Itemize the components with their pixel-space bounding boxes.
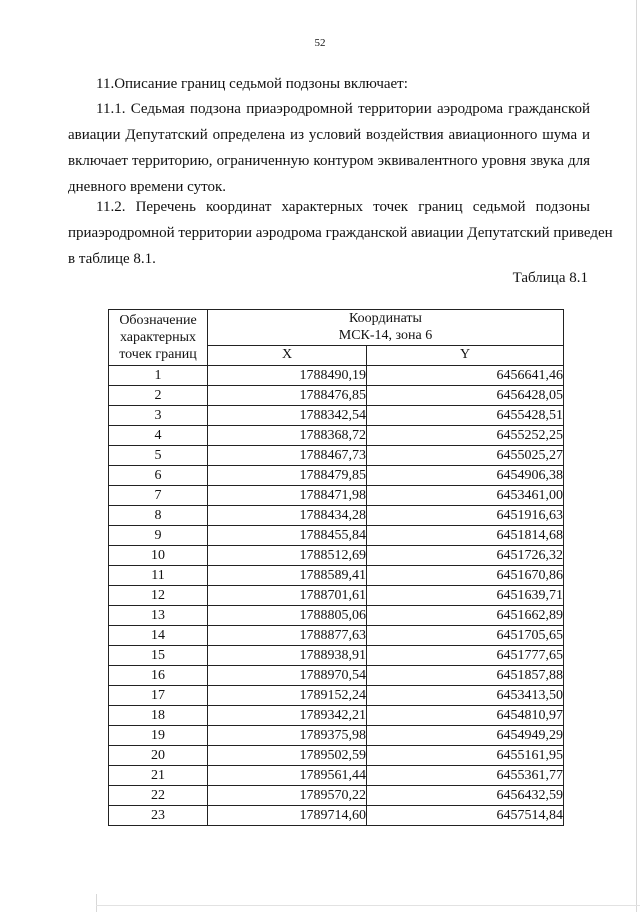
header-y: Y (367, 345, 564, 365)
y-coordinate-cell: 6455161,95 (367, 746, 564, 766)
table-row (109, 666, 564, 686)
paragraph-line: включает территорию, ограниченную контуром эквивалентного уровня звука для (68, 153, 590, 169)
table-row (109, 766, 564, 786)
x-coordinate-cell: 1788479,85 (208, 466, 367, 486)
x-coordinate-cell: 1788455,84 (208, 526, 367, 546)
y-coordinate-cell: 6456432,59 (367, 786, 564, 806)
point-number-cell: 19 (109, 726, 208, 746)
x-coordinate-cell: 1788877,63 (208, 626, 367, 646)
coordinates-table (108, 309, 564, 826)
y-coordinate-cell: 6451670,86 (367, 566, 564, 586)
page-number: 52 (314, 37, 326, 49)
table-header-row (109, 310, 564, 346)
header-coords-line: Координаты (349, 311, 422, 327)
header-label-line: характерных (119, 330, 197, 345)
point-number-cell: 7 (109, 486, 208, 506)
header-label-line: точек границ (119, 347, 197, 362)
y-coordinate-cell: 6451639,71 (367, 586, 564, 606)
table-row (109, 586, 564, 606)
y-coordinate-cell: 6456428,05 (367, 386, 564, 406)
x-coordinate-cell: 1788512,69 (208, 546, 367, 566)
header-x: X (208, 345, 367, 365)
point-number-cell: 5 (109, 446, 208, 466)
paragraph-line: 11.1. Седьмая подзона приаэродромной территории аэродрома гражданской (96, 101, 590, 117)
paragraph-line: приаэродромной территории аэродрома гражданской авиации Депутатский приведен (68, 225, 613, 241)
x-coordinate-cell: 1789570,22 (208, 786, 367, 806)
y-coordinate-cell: 6455361,77 (367, 766, 564, 786)
section-title-text: 11.Описание границ седьмой подзоны включает: (96, 76, 408, 92)
y-coordinate-cell: 6451857,88 (367, 666, 564, 686)
y-coordinate-cell: 6451916,63 (367, 506, 564, 526)
table-row (109, 546, 564, 566)
table-caption: Таблица 8.1 (512, 270, 588, 286)
point-number-cell: 13 (109, 606, 208, 626)
y-coordinate-cell: 6457514,84 (367, 806, 564, 826)
scan-edge-left (96, 894, 97, 912)
point-number-cell: 12 (109, 586, 208, 606)
point-number-cell: 15 (109, 646, 208, 666)
table-row (109, 466, 564, 486)
table-row (109, 386, 564, 406)
y-coordinate-cell: 6451814,68 (367, 526, 564, 546)
point-number-cell: 17 (109, 686, 208, 706)
table-row (109, 446, 564, 466)
table-row (109, 506, 564, 526)
point-number-cell: 4 (109, 426, 208, 446)
scan-edge-bottom (96, 905, 640, 906)
table-row (109, 606, 564, 626)
point-number-cell: 1 (109, 366, 208, 386)
table-row (109, 566, 564, 586)
section-title (96, 71, 590, 97)
table-row (109, 486, 564, 506)
x-coordinate-cell: 1788434,28 (208, 506, 367, 526)
header-coordinates (208, 310, 564, 346)
point-number-cell: 3 (109, 406, 208, 426)
y-coordinate-cell: 6454810,97 (367, 706, 564, 726)
y-coordinate-cell: 6453461,00 (367, 486, 564, 506)
table-row (109, 366, 564, 386)
header-label-line: Обозначение (119, 313, 197, 328)
table-row (109, 626, 564, 646)
y-coordinate-cell: 6451662,89 (367, 606, 564, 626)
x-coordinate-cell: 1788938,91 (208, 646, 367, 666)
x-coordinate-cell: 1788805,06 (208, 606, 367, 626)
header-point-label (109, 310, 208, 366)
y-coordinate-cell: 6456641,46 (367, 366, 564, 386)
table-row (109, 686, 564, 706)
table-row (109, 806, 564, 826)
x-coordinate-cell: 1788368,72 (208, 426, 367, 446)
table-row (109, 426, 564, 446)
point-number-cell: 20 (109, 746, 208, 766)
y-coordinate-cell: 6454906,38 (367, 466, 564, 486)
x-coordinate-cell: 1788467,73 (208, 446, 367, 466)
table-row (109, 726, 564, 746)
point-number-cell: 6 (109, 466, 208, 486)
point-number-cell: 21 (109, 766, 208, 786)
point-number-cell: 22 (109, 786, 208, 806)
x-coordinate-cell: 1788589,41 (208, 566, 367, 586)
point-number-cell: 18 (109, 706, 208, 726)
y-coordinate-cell: 6451726,32 (367, 546, 564, 566)
paragraph-line: в таблице 8.1. (68, 251, 156, 267)
table-row (109, 646, 564, 666)
y-coordinate-cell: 6454949,29 (367, 726, 564, 746)
table-row (109, 706, 564, 726)
x-coordinate-cell: 1789714,60 (208, 806, 367, 826)
x-coordinate-cell: 1789342,21 (208, 706, 367, 726)
header-coords-line: МСК-14, зона 6 (338, 328, 433, 344)
scan-edge-right (636, 0, 637, 912)
table-row (109, 406, 564, 426)
y-coordinate-cell: 6455428,51 (367, 406, 564, 426)
y-coordinate-cell: 6451705,65 (367, 626, 564, 646)
paragraph-line: дневного времени суток. (68, 179, 227, 195)
paragraph-line: авиации Депутатский определена из условий воздействия авиационного шума и (68, 127, 590, 143)
point-number-cell: 14 (109, 626, 208, 646)
x-coordinate-cell: 1789561,44 (208, 766, 367, 786)
table-row (109, 526, 564, 546)
point-number-cell: 23 (109, 806, 208, 826)
x-coordinate-cell: 1788476,85 (208, 386, 367, 406)
table-row (109, 786, 564, 806)
y-coordinate-cell: 6455252,25 (367, 426, 564, 446)
y-coordinate-cell: 6455025,27 (367, 446, 564, 466)
x-coordinate-cell: 1788970,54 (208, 666, 367, 686)
paragraph-11-1 (68, 96, 590, 200)
y-coordinate-cell: 6453413,50 (367, 686, 564, 706)
point-number-cell: 16 (109, 666, 208, 686)
paragraph-line: 11.2. Перечень координат характерных точек границ седьмой подзоны (96, 199, 590, 215)
x-coordinate-cell: 1789152,24 (208, 686, 367, 706)
point-number-cell: 10 (109, 546, 208, 566)
table-body (109, 366, 564, 826)
point-number-cell: 8 (109, 506, 208, 526)
x-coordinate-cell: 1788342,54 (208, 406, 367, 426)
x-coordinate-cell: 1789375,98 (208, 726, 367, 746)
point-number-cell: 2 (109, 386, 208, 406)
table-row (109, 746, 564, 766)
y-coordinate-cell: 6451777,65 (367, 646, 564, 666)
point-number-cell: 9 (109, 526, 208, 546)
paragraph-11-2 (68, 194, 613, 272)
point-number-cell: 11 (109, 566, 208, 586)
x-coordinate-cell: 1789502,59 (208, 746, 367, 766)
x-coordinate-cell: 1788490,19 (208, 366, 367, 386)
x-coordinate-cell: 1788701,61 (208, 586, 367, 606)
x-coordinate-cell: 1788471,98 (208, 486, 367, 506)
